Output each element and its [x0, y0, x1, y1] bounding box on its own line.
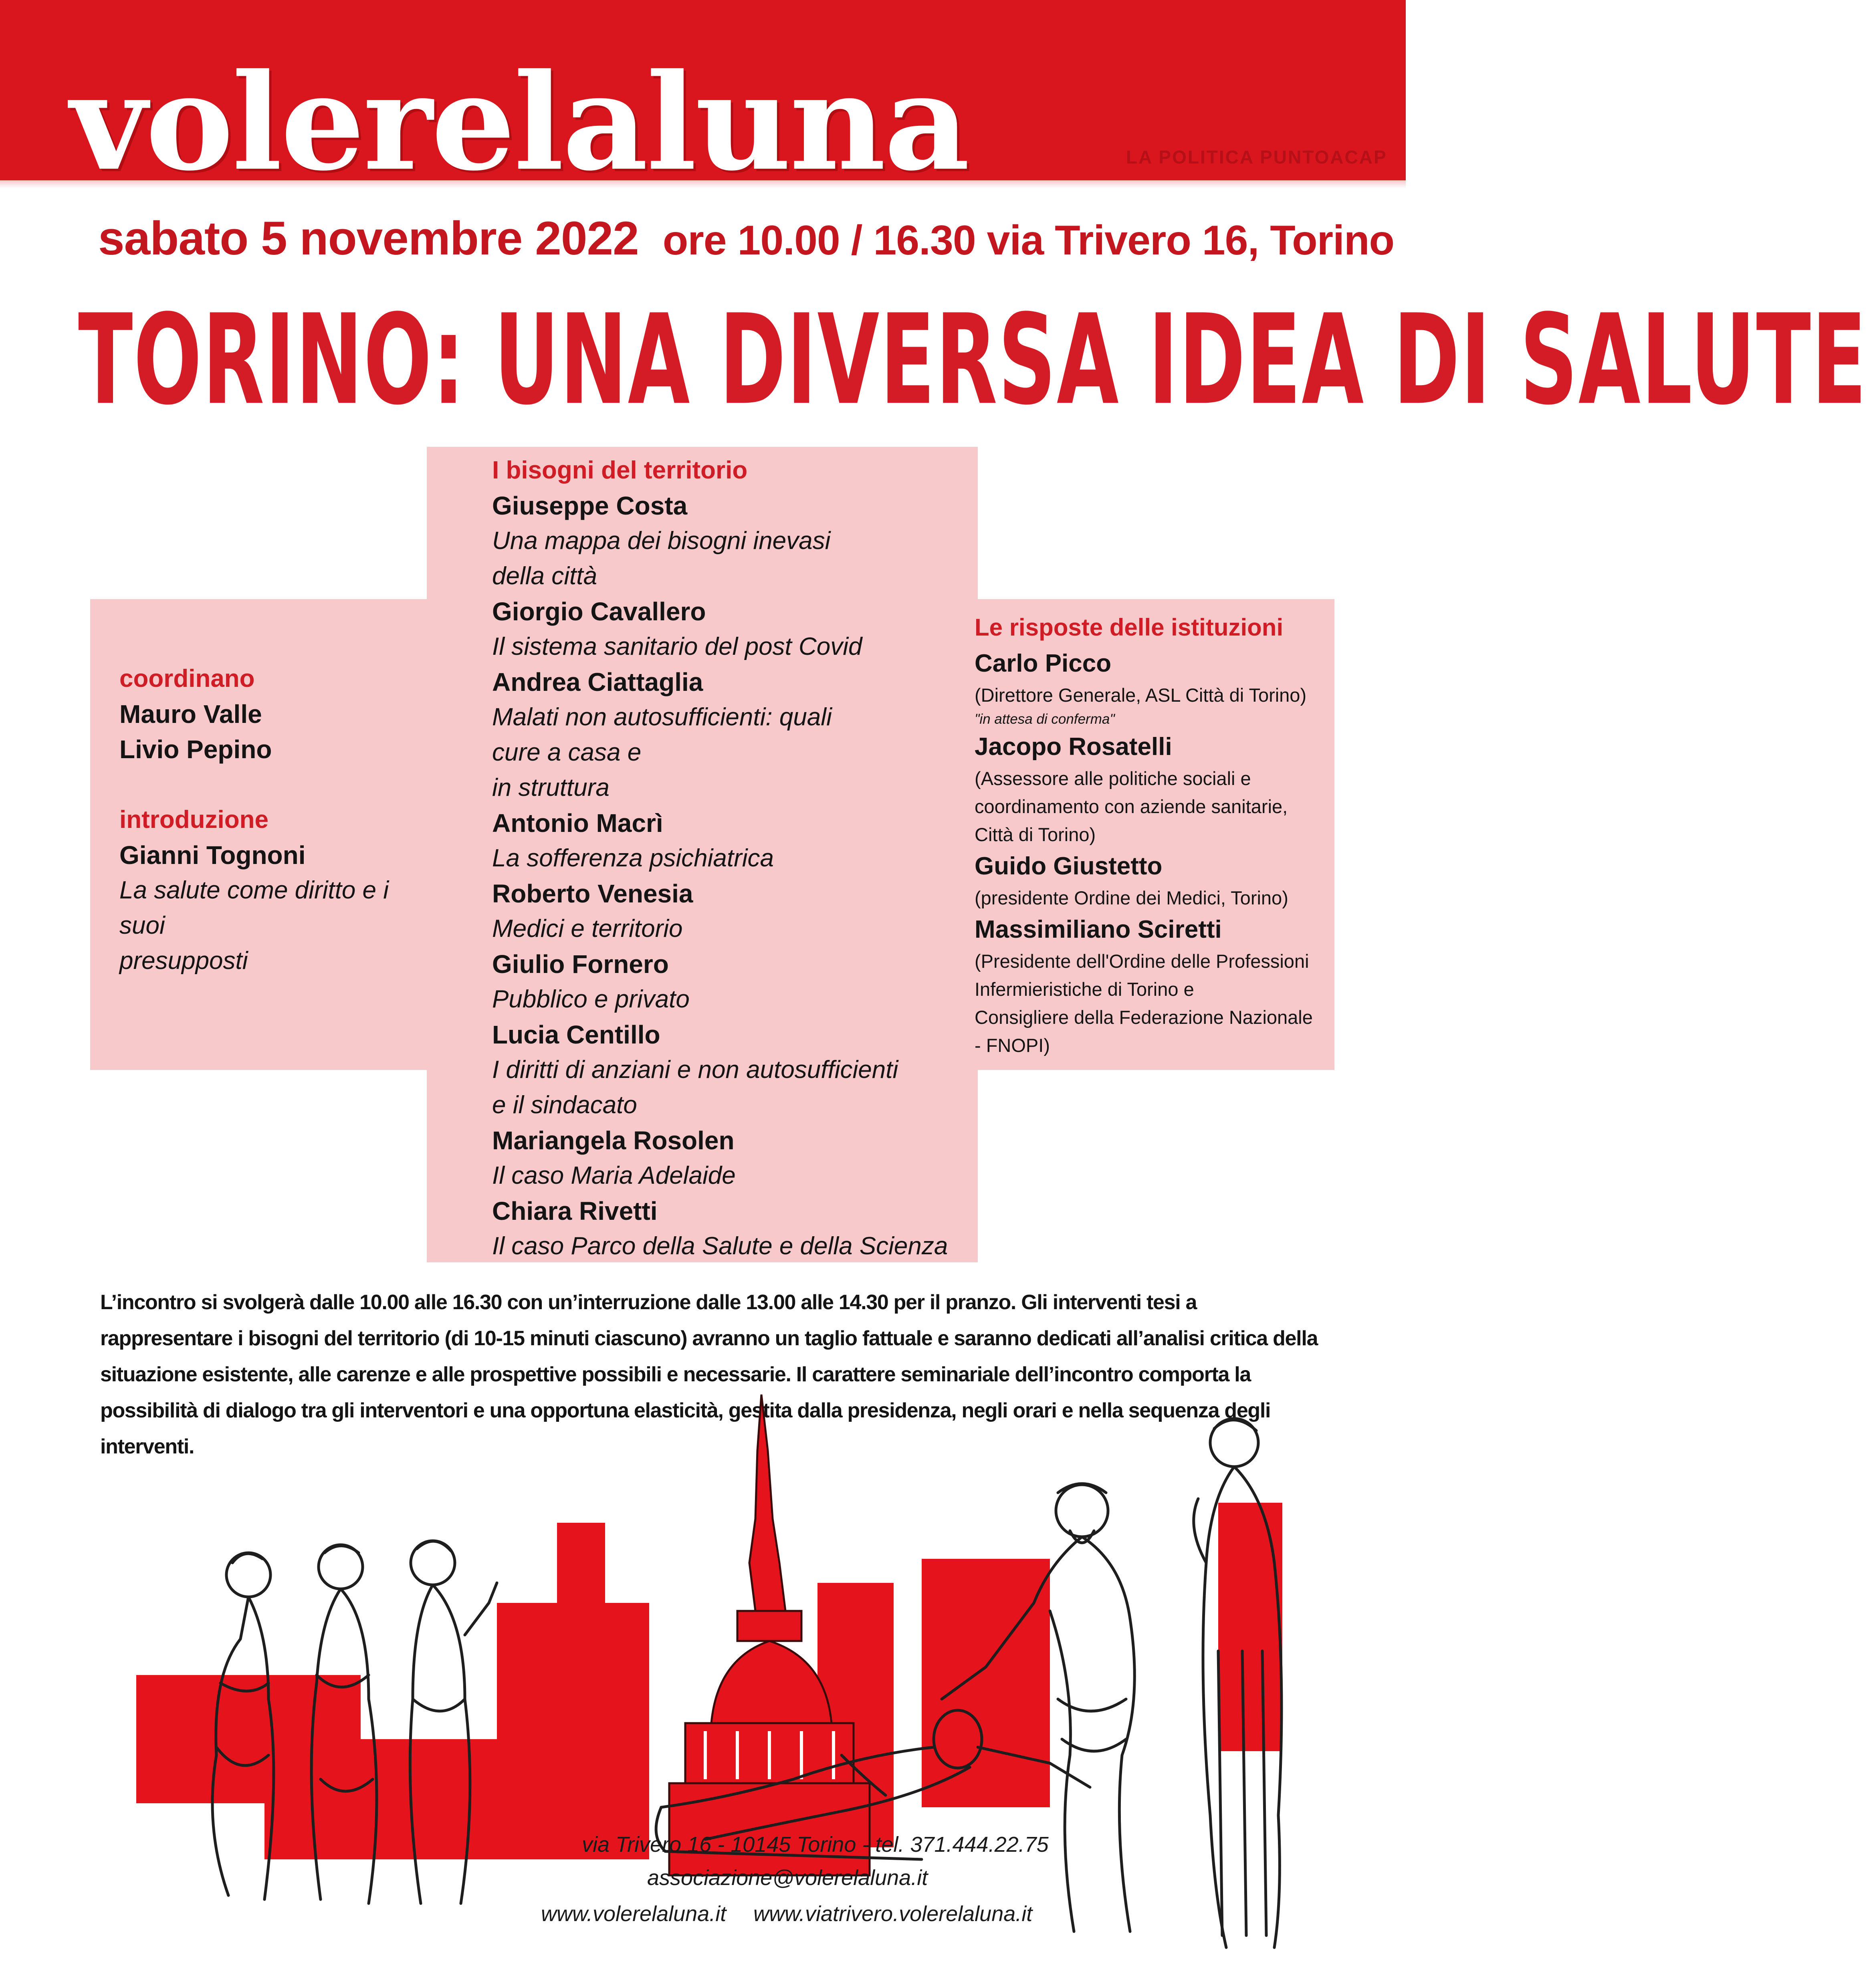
speaker-role: - FNOPI) [975, 1035, 1050, 1056]
talk-title: in struttura [492, 774, 610, 801]
talk-title: Una mappa dei bisogni inevasi [492, 527, 831, 555]
speaker-name: Jacopo Rosatelli [975, 733, 1172, 761]
speaker-name: Chiara Rivetti [492, 1197, 658, 1225]
speaker-name: Giuseppe Costa [492, 491, 688, 520]
speaker-name: Antonio Macrì [492, 809, 663, 838]
event-date: sabato 5 novembre 2022 [98, 212, 639, 265]
coordinators-heading: coordinano [119, 665, 255, 692]
speaker-role: (Presidente dell'Ordine delle Professioni [975, 951, 1309, 972]
talk-title: Il caso Parco della Salute e della Scienza [492, 1232, 948, 1260]
contact-email[interactable]: associazione@volerelaluna.it [647, 1866, 928, 1890]
territory-needs-heading: I bisogni del territorio [492, 456, 748, 484]
event-time-place: ore 10.00 / 16.30 via Trivero 16, Torino [662, 217, 1395, 264]
website-link-secondary[interactable]: www.viatrivero.volerelaluna.it [753, 1902, 1033, 1926]
speaker-name: Mariangela Rosolen [492, 1126, 735, 1155]
talk-title: cure a casa e [492, 739, 642, 766]
speaker-role: (presidente Ordine dei Medici, Torino) [975, 887, 1288, 908]
introduction-talk: La salute come diritto e i suoi [119, 876, 389, 939]
talk-title: I diritti di anziani e non autosufficienti [492, 1056, 898, 1084]
confirmation-note: "in attesa di conferma" [975, 711, 1115, 727]
tagline: LA POLITICA PUNTOACAP [1126, 147, 1387, 168]
speaker-role: Consigliere della Federazione Nazionale [975, 1007, 1313, 1028]
speaker-role: (Assessore alle politiche sociali e [975, 768, 1251, 789]
speaker-name: Andrea Ciattaglia [492, 668, 703, 696]
masthead-logo: volerelaluna [70, 44, 969, 200]
speaker-name: Giulio Fornero [492, 950, 669, 979]
speaker-name: Carlo Picco [975, 650, 1112, 677]
speaker-role: (Direttore Generale, ASL Città di Torino) [975, 684, 1307, 706]
contact-address: via Trivero 16 - 10145 Torino - tel. 371.444.22.75 [582, 1833, 1049, 1857]
speaker-name: Giorgio Cavallero [492, 597, 706, 626]
talk-title: La sofferenza psichiatrica [492, 844, 774, 872]
talk-title: Malati non autosufficienti: quali [492, 703, 832, 731]
speaker-name: Lucia Centillo [492, 1020, 660, 1049]
speaker-name: Guido Giustetto [975, 852, 1163, 880]
event-description: L’incontro si svolgerà dalle 10.00 alle 16.30 con un’interruzione dalle 13.00 alle 14.30 per il pranzo. Gli interventi tesi a rappresentare i bisogni del territorio (di 10-15 minuti ciascuno) avranno un taglio fattuale e saranno dedicati all’analisi critica della situazione esistente, alle carenze e alle prospettive possibili e necessarie. Il carattere seminariale dell’incontro comporta la possibilità di dialogo tra gli interventori e una opportuna elasticità, gestita dalla presidenza, negli orari e nella sequenza degli interventi. [100, 1291, 1318, 1458]
coordinators-column [119, 661, 440, 979]
speaker-role: coordinamento con aziende sanitarie, [975, 796, 1288, 817]
territory-needs-column [492, 453, 981, 1264]
talk-title: Il sistema sanitario del post Covid [492, 633, 862, 660]
website-link[interactable]: www.volerelaluna.it [541, 1902, 727, 1926]
coordinator-name: Livio Pepino [119, 735, 272, 764]
talk-title: Medici e territorio [492, 915, 683, 943]
institutions-column [975, 609, 1327, 1060]
talk-title: della città [492, 562, 597, 590]
speaker-name: Massimiliano Sciretti [975, 916, 1222, 943]
speaker-name: Roberto Venesia [492, 879, 693, 908]
coordinator-name: Mauro Valle [119, 700, 262, 729]
talk-title: e il sindacato [492, 1091, 637, 1119]
talk-title: Il caso Maria Adelaide [492, 1162, 736, 1189]
speaker-role: Infermieristiche di Torino e [975, 979, 1194, 1000]
introduction-speaker: Gianni Tognoni [119, 841, 306, 870]
introduction-heading: introduzione [119, 806, 268, 834]
talk-title: Pubblico e privato [492, 985, 690, 1013]
spacer [119, 767, 440, 802]
introduction-talk: presupposti [119, 947, 248, 975]
page-title: TORINO: UNA DIVERSA IDEA DI SALUTE [78, 288, 1867, 433]
institutions-heading: Le risposte delle istituzioni [975, 614, 1284, 641]
speaker-role: Città di Torino) [975, 824, 1096, 845]
